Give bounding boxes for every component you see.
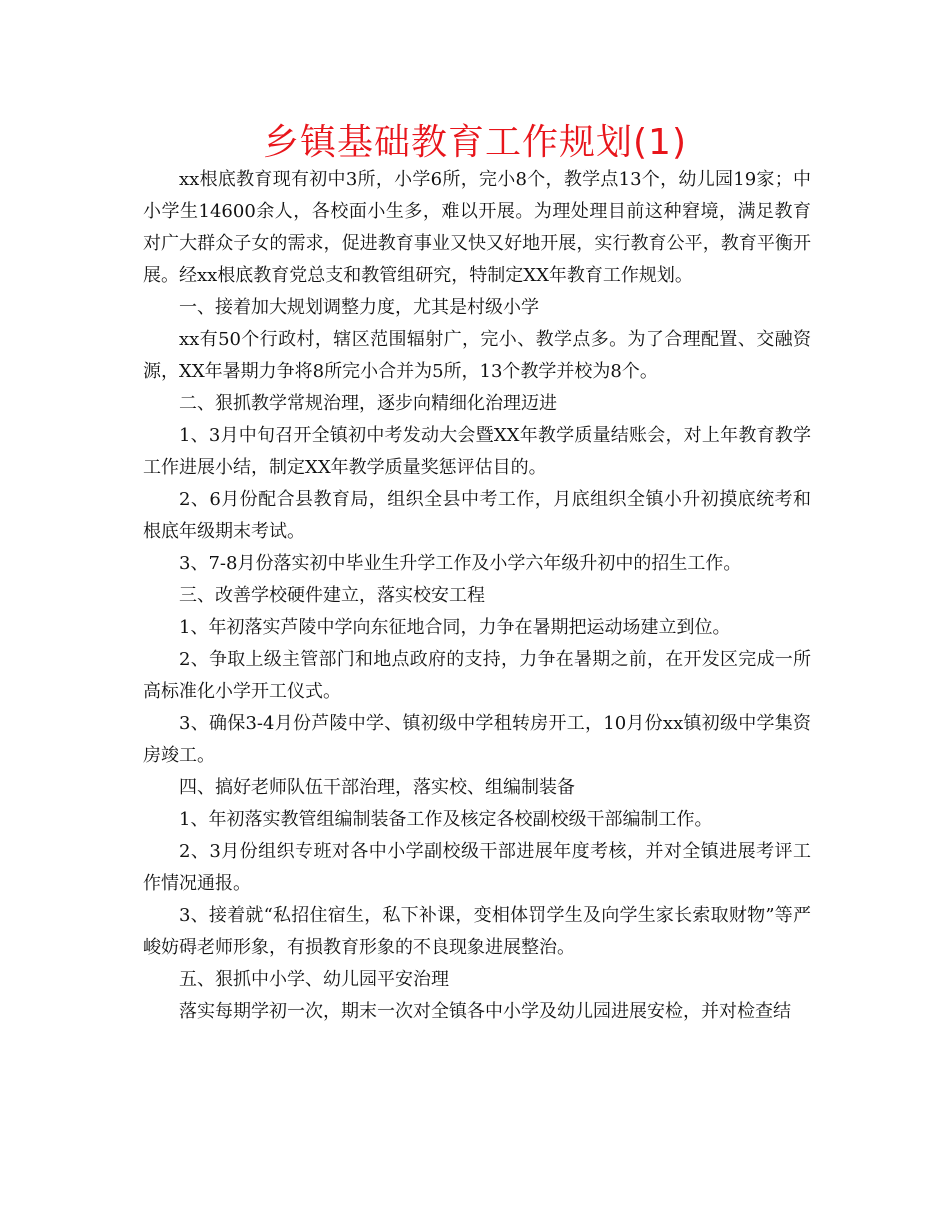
section-heading: 一、接着加大规划调整力度，尤其是村级小学 (179, 297, 539, 318)
list-item: 1、年初落实教管组编制装备工作及核定各校副校级干部编制工作。 (179, 809, 713, 830)
paragraph: xx根底教育现有初中3所，小学6所，完小8个，教学点13个，幼儿园19家；中小学生14600余人，各校面小生多，难以开展。为理处理目前这种窘境，满足教育对广大群众子女的需求，促进教育事业又快又好地开展，实行教育公平，教育平衡开展。经xx根底教育党总支和教管组研究，特制定XX年教育工作规划。 (143, 169, 811, 286)
list-item: 1、3月中旬召开全镇初中考发动大会暨XX年教学质量结账会，对上年教育教学工作进展小结，制定XX年教学质量奖惩评估目的。 (143, 425, 811, 478)
section-heading: 四、搞好老师队伍干部治理，落实校、组编制装备 (179, 777, 575, 798)
list-item: 2、6月份配合县教育局，组织全县中考工作，月底组织全镇小升初摸底统考和根底年级期末考试。 (143, 489, 811, 542)
document-body (143, 164, 811, 1028)
section-heading: 二、狠抓教学常规治理，逐步向精细化治理迈进 (179, 393, 557, 414)
section-heading: 五、狠抓中小学、幼儿园平安治理 (179, 969, 449, 990)
list-item: 3、7-8月份落实初中毕业生升学工作及小学六年级升初中的招生工作。 (179, 553, 742, 574)
paragraph: xx有50个行政村，辖区范围辐射广，完小、教学点多。为了合理配置、交融资源，XX年暑期力争将8所完小合并为5所，13个教学并校为8个。 (143, 329, 811, 382)
document-title: 乡镇基础教育工作规划(1) (263, 122, 687, 163)
list-item: 2、3月份组织专班对各中小学副校级干部进展年度考核，并对全镇进展考评工作情况通报。 (143, 841, 811, 894)
list-item: 3、接着就“私招住宿生，私下补课，变相体罚学生及向学生家长索取财物”等严峻妨碍老师形象，有损教育形象的不良现象进展整治。 (143, 905, 811, 958)
paragraph: 落实每期学初一次，期末一次对全镇各中小学及幼儿园进展安检，并对检查结 (179, 1001, 791, 1022)
list-item: 1、年初落实芦陵中学向东征地合同，力争在暑期把运动场建立到位。 (179, 617, 731, 638)
list-item: 3、确保3-4月份芦陵中学、镇初级中学租转房开工，10月份xx镇初级中学集资房竣工。 (143, 713, 811, 766)
list-item: 2、争取上级主管部门和地点政府的支持，力争在暑期之前，在开发区完成一所高标准化小学开工仪式。 (143, 649, 811, 702)
section-heading: 三、改善学校硬件建立，落实校安工程 (179, 585, 485, 606)
